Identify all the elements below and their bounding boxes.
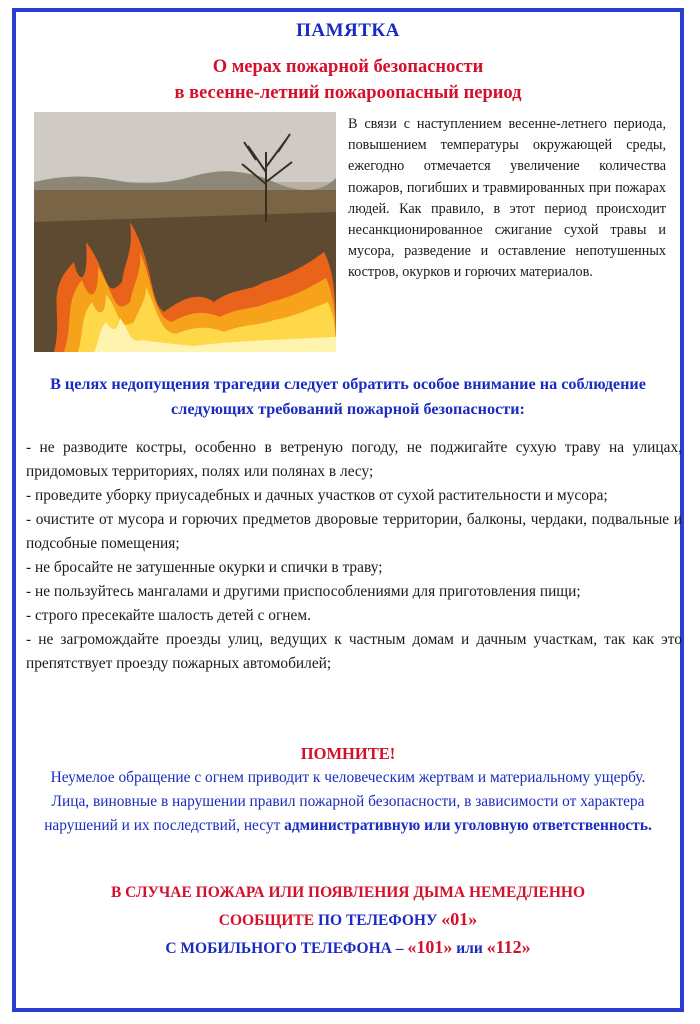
phone-number-main: «01» [441,909,478,929]
list-item: - очистите от мусора и горючих предметов дворовые территории, балконы, чердаки, подвальные и подсобные помещения; [26,511,682,552]
list-item: - не бросайте не затушенные окурки и спички в траву; [26,559,383,576]
emergency-line-1: В СЛУЧАЕ ПОЖАРА ИЛИ ПОЯВЛЕНИЯ ДЫМА НЕМЕДЛЕННО [110,884,586,901]
remember-heading [16,744,680,764]
emergency-report: СООБЩИТЕ [218,912,315,929]
list-item: - не загромождайте проезды улиц, ведущих к частным домам и дачным участкам, так как это препятствует проезду пожарных автомобилей; [26,631,682,672]
emergency-by-phone: ПО ТЕЛЕФОНУ [314,912,442,929]
emergency-line-3 [16,934,680,962]
memo-sheet [12,8,684,1012]
warning-responsibility: административную или уголовную ответственность. [284,817,652,834]
remember-exclamation: ! [389,744,396,763]
intro-paragraph: В связи с наступлением весенне-летнего периода, повышением температуры окружающей среды, ежегодно отмечается увеличение количества пожаров, погибших и травмированных при пожарах людей. Как правило, в этот период происходит несанкционированное сжигание сухой травы и мусора, разведение и оставление непотушенных костров, окурков и горючих материалов. [348,116,666,281]
call-to-attention: В целях недопущения трагедии следует обратить особое внимание на соблюдение следующих требований пожарной безопасности: [50,375,646,418]
warning-text: Неумелое обращение с огнем приводит к человеческим жертвам и материальному ущербу. Лица, виновные в нарушении правил пожарной безопасности, в зависимости от характера нарушений и их последствий, несут [44,769,646,834]
requirements-list [26,436,682,676]
phone-number-mobile-2: «112» [486,937,531,957]
emergency-or: или [452,940,487,957]
page-subtitle [16,54,680,106]
remember-heading-text: ПОМНИТЕ [300,744,390,763]
subtitle-line-1: О мерах пожарной безопасности [212,57,484,77]
emergency-line-2 [16,906,680,934]
emergency-block [16,880,680,962]
warning-paragraph [40,766,656,838]
list-item: - не разводите костры, особенно в ветреную погоду, не поджигайте сухую траву на улицах, придомовых территориях, полях или полянах в лесу; [26,439,682,480]
list-item: - не пользуйтесь мангалами и другими приспособлениями для приготовления пищи; [26,583,581,600]
phone-number-mobile-1: «101» [407,937,453,957]
page-title: ПАМЯТКА [296,20,400,41]
subtitle-line-2: в весенне-летний пожароопасный период [174,83,522,103]
list-item: - строго пресекайте шалость детей с огнем. [26,607,311,624]
grass-fire-photo [34,112,336,352]
emergency-mobile-prefix: С МОБИЛЬНОГО ТЕЛЕФОНА – [165,940,408,957]
list-item: - проведите уборку приусадебных и дачных участков от сухой растительности и мусора; [26,487,608,504]
fire-illustration [34,112,336,352]
